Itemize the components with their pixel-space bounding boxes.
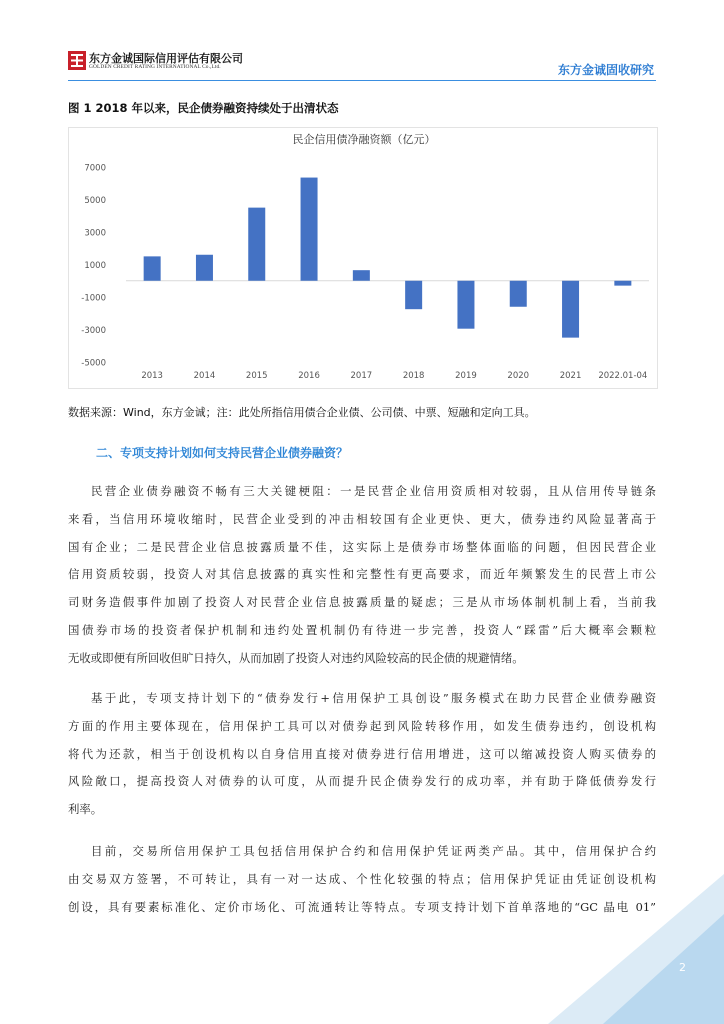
paragraph-line: 信用资质较弱，投资人对其信息披露的真实性和完整性有更高要求，而近年频繁发生的民营上市公 — [68, 567, 656, 582]
paragraph-line: 利率。 — [68, 802, 103, 817]
figure-title: 图 1 2018 年以来，民企债券融资持续处于出清状态 — [68, 101, 339, 115]
paragraph-line: 将代为还款，相当于创设机构以自身信用直接对债券进行信用增进，这可以缩减投资人购买债券的 — [68, 746, 656, 761]
bar-2021 — [562, 281, 579, 338]
paragraph-line: 方面的作用主要体现在，信用保护工具可以对债券起到风险转移作用，如发生债券违约，创设机构 — [68, 718, 656, 733]
paragraph-line: 目前，交易所信用保护工具包括信用保护合约和信用保护凭证两类产品。其中，信用保护合约 — [91, 844, 656, 858]
paragraph-line: 基于此，专项支持计划下的“债券发行+信用保护工具创设”服务模式在助力民营企业债券融资 — [91, 691, 656, 705]
x-tick-label: 2014 — [193, 371, 216, 381]
chart-title: 民企信用债净融资额（亿元） — [292, 133, 436, 146]
x-tick-label: 2018 — [402, 371, 425, 381]
x-tick-label: 2015 — [245, 371, 268, 381]
paragraph-1 — [68, 478, 656, 673]
x-tick-label: 2021 — [559, 371, 582, 381]
x-tick-label: 2022.01-04 — [598, 371, 648, 381]
y-tick-label: -3000 — [81, 326, 106, 336]
bar-2022.01-04 — [614, 281, 631, 286]
company-name-en: GOLDEN CREDIT RATING INTERNATIONAL Co.,Ltd. — [89, 64, 221, 70]
research-brand: 东方金诚固收研究 — [557, 63, 654, 77]
bar-2015 — [248, 208, 265, 281]
y-tick-label: -5000 — [81, 358, 106, 369]
paragraph-line: 无收或即便有所回收但旷日持久，从而加剧了投资人对违约风险较高的民企债的规避情绪。 — [68, 650, 524, 665]
paragraph-line: 创设，具有要素标准化、定价市场化、可流通转让等特点。专项支持计划下首单落地的“GC 晶电 01” — [68, 899, 656, 914]
paragraph-line: 民营企业债券融资不畅有三大关键梗阻：一是民营企业信用资质相对较弱，且从信用传导链条 — [91, 484, 656, 498]
bar-2018 — [405, 281, 422, 309]
paragraph-line: 由交易双方签署，不可转让，具有一对一达成、个性化较强的特点；信用保护凭证由凭证创设机构 — [68, 871, 656, 886]
bar-2020 — [510, 281, 527, 307]
x-tick-label: 2017 — [350, 371, 373, 381]
bar-2013 — [144, 256, 161, 280]
y-tick-label: -1000 — [81, 293, 106, 304]
section-heading: 二、专项支持计划如何支持民营企业债券融资？ — [96, 446, 349, 460]
bar-2016 — [301, 178, 318, 281]
x-tick-label: 2016 — [298, 371, 320, 381]
paragraph-line: 风险敞口，提高投资人对债券的认可度，从而提升民企债券发行的成功率，并有助于降低债券发行 — [68, 774, 656, 789]
x-tick-label: 2019 — [455, 371, 477, 381]
chart-canvas — [69, 128, 659, 390]
y-tick-label: 1000 — [84, 261, 106, 271]
x-tick-label: 2020 — [507, 371, 530, 381]
company-name-cn: 东方金诚国际信用评估有限公司 — [89, 52, 243, 65]
page-header — [0, 0, 724, 90]
paragraph-line: 司财务造假事件加剧了投资人对民营企业信息披露质量的疑虑；三是从市场体制机制上看，当前我 — [68, 595, 656, 610]
bar-chart — [68, 127, 658, 389]
page-number: 2 — [679, 961, 686, 974]
x-tick-label: 2013 — [141, 371, 163, 381]
paragraph-line: 国债券市场的投资者保护机制和违约处置机制仍有待进一步完善，投资人“踩雷”后大概率会颗粒 — [68, 622, 656, 637]
y-tick-label: 3000 — [84, 228, 106, 239]
paragraph-2 — [68, 685, 656, 824]
bar-2017 — [353, 270, 370, 281]
paragraph-line: 国有企业；二是民营企业信息披露质量不佳，这实际上是债券市场整体面临的问题，但因民营企业 — [68, 539, 656, 554]
company-logo-icon — [68, 51, 86, 70]
y-tick-label: 5000 — [84, 196, 106, 206]
corner-decoration — [548, 874, 724, 1024]
header-divider — [68, 80, 656, 81]
paragraph-line: 来看，当信用环境收缩时，民营企业受到的冲击相较国有企业更快、更大，债券违约风险显著高于 — [68, 511, 656, 526]
y-tick-label: 7000 — [84, 163, 106, 174]
bar-2019 — [457, 281, 474, 329]
figure-source-note: 数据来源：Wind，东方金诚；注：此处所指信用债合企业债、公司债、中票、短融和定向工具。 — [68, 406, 536, 419]
bar-2014 — [196, 255, 213, 281]
